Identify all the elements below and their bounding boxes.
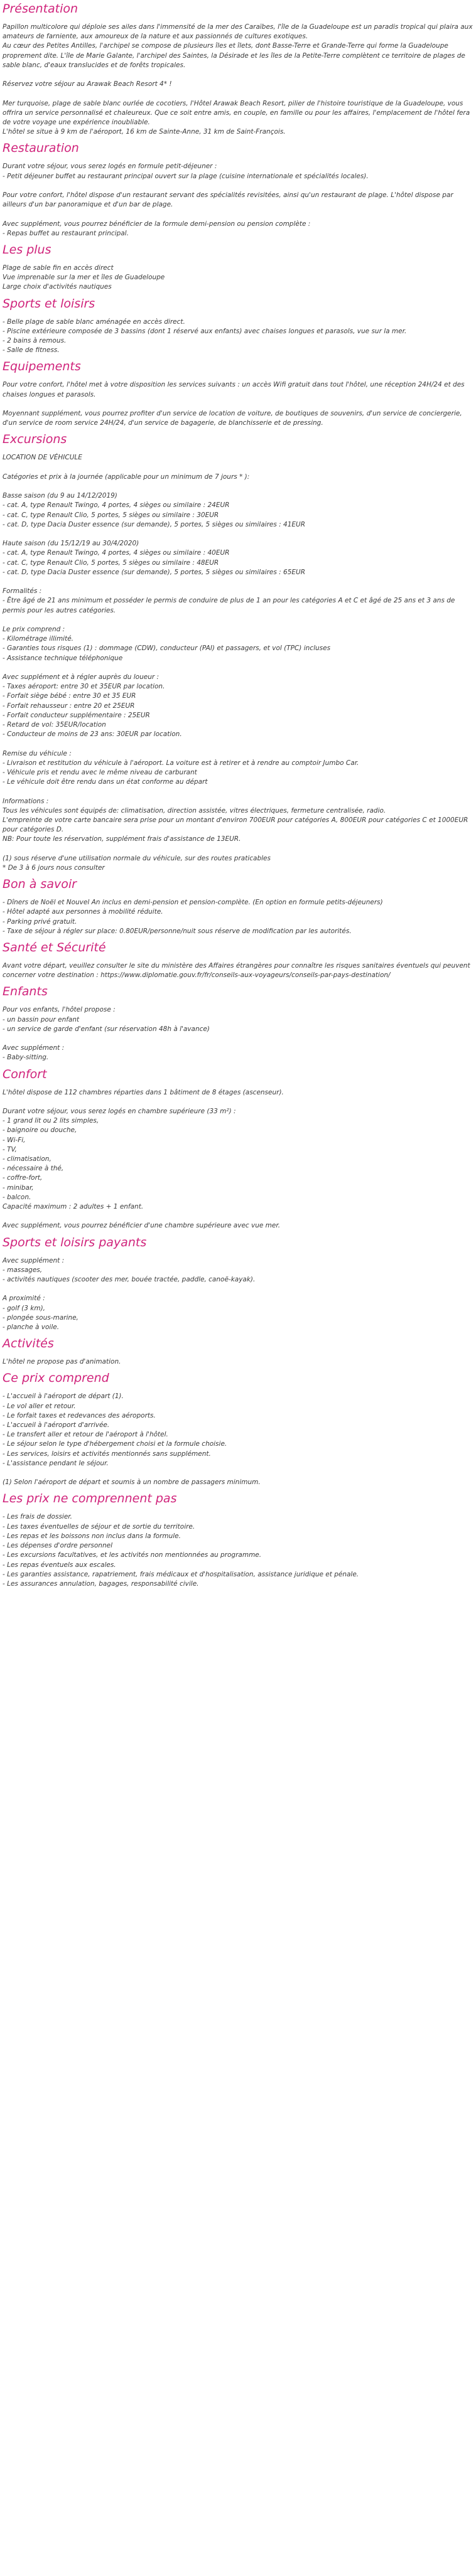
text-line: Tous les véhicules sont équipés de: climatisation, direction assistée, vitres électriques, fermeture centralisée, radio. [3,806,386,815]
text-line: Avec supplément, vous pourrez bénéficier de la formule demi-pension ou pension complète : [3,220,311,228]
text-line: - Taxe de séjour à régler sur place: 0.80EUR/personne/nuit sous réserve de modification par les autorités. [3,927,352,935]
text-line: - Garanties tous risques (1) : dommage (CDW), conducteur (PAI) et passagers, et vol (TPC) incluses [3,644,331,653]
section-title: Excursions [3,432,67,447]
text-line: - cat. C, type Renault Clio, 5 portes, 5 sièges ou similaire : 30EUR [3,511,219,519]
text-line: - Forfait siège bébé : entre 30 et 35 EUR [3,692,136,700]
text-line: - Conducteur de moins de 23 ans: 30EUR par location. [3,730,182,739]
text-line: - Taxes aéroport: entre 30 et 35EUR par location. [3,683,165,691]
text-line: - Wi-Fi, [3,1136,26,1144]
text-line: Au cœur des Petites Antilles, l'archipel se compose de plusieurs îles et îlets, dont Basse-Terre et Grande-Terre qui forme la Guadeloupe proprement dite. L'île de Marie Galante, l'archipel des Saintes, la Désirade et les îles de la Petite-Terre complètent ce territoire de plages de sable blanc, d'eaux translucides et de forêts tropicales. [3,42,465,69]
text-line: - Les frais de dossier. [3,1513,72,1521]
text-line: L'hôtel ne propose pas d'animation. [3,1358,121,1366]
text-line: - Les taxes éventuelles de séjour et de sortie du territoire. [3,1522,195,1531]
text-line: - Véhicule pris et rendu avec le même niveau de carburant [3,769,197,777]
text-line: (1) Selon l'aéroport de départ et soumis à un nombre de passagers minimum. [3,1478,261,1487]
blank-line [3,1285,473,1294]
text-line: L'hôtel dispose de 112 chambres réparties dans 1 bâtiment de 8 étages (ascenseur). [3,1088,284,1096]
section-content [3,453,473,873]
text-line: - 2 bains à remous. [3,337,67,345]
text-line: - Kilométrage illimité. [3,635,74,643]
text-line: Avant votre départ, veuillez consulter le site du ministère des Affaires étrangères pour connaître les risques sanitaires éventuels qui peuvent concerner votre destination : https://www.diplomatie.gouv.fr/fr/conseils-aux-voyageurs/conseils-par-pays-destination/ [3,962,470,980]
section-content [3,1357,473,1367]
section-content [3,380,473,428]
text-line: - Les repas éventuels aux escales. [3,1561,116,1569]
text-line: - plongée sous-marine, [3,1313,78,1322]
section-content [3,1256,473,1333]
text-line: - TV, [3,1145,17,1153]
section-content [3,961,473,980]
section-title: Restauration [3,141,79,156]
text-line: - Dîners de Noël et Nouvel An inclus en demi-pension et pension-complète. (En option en formule petits-déjeuners) [3,899,383,907]
section-restauration [3,141,473,238]
text-line: - Baby-sitting. [3,1054,49,1062]
text-line: LOCATION DE VÉHICULE [3,454,82,462]
text-line: - Parking privé gratuit. [3,917,77,926]
section-enfants [3,984,473,1062]
blank-line [3,482,473,491]
section-title: Les prix ne comprennent pas [3,1492,177,1506]
section-activites [3,1336,473,1367]
blank-line [3,530,473,539]
blank-line [3,616,473,625]
section-sports-et-loisirs-payants [3,1235,473,1333]
text-line: - Les services, loisirs et activités mentionnés sans supplément. [3,1450,211,1458]
section-sante-et-securite [3,940,473,980]
text-line: - cat. A, type Renault Twingo, 4 portes, 4 sièges ou similaire : 40EUR [3,549,230,557]
blank-line [3,845,473,854]
text-line: - planche à voile. [3,1323,60,1332]
text-line: - Les garanties assistance, rapatriement, frais médicaux et d'hospitalisation, assistance juridique et pénale. [3,1570,359,1578]
blank-line [3,1212,473,1221]
section-les-plus [3,242,473,292]
section-content [3,1005,473,1062]
text-line: - Le vol aller et retour. [3,1402,76,1410]
text-line: - Les repas et les boissons non inclus dans la formule. [3,1532,181,1540]
section-presentation [3,1,473,137]
blank-line [3,181,473,191]
text-line: A proximité : [3,1295,45,1303]
section-content [3,1088,473,1231]
text-line: Remise du véhicule : [3,749,72,757]
text-line: Haute saison (du 15/12/19 au 30/4/2020) [3,540,139,548]
text-line: - Le transfert aller et retour de l'aéroport à l'hôtel. [3,1431,168,1439]
text-line: Avec supplément et à régler auprès du loueur : [3,673,160,681]
text-line: Vue imprenable sur la mer et îles de Guadeloupe [3,274,165,282]
blank-line [3,89,473,99]
section-title: Confort [3,1067,47,1081]
section-les-prix-ne-comprennent-pas [3,1491,473,1589]
text-line: - minibar, [3,1184,34,1192]
text-line: Avec supplément : [3,1044,65,1052]
blank-line [3,787,473,796]
section-title: Equipements [3,360,81,374]
text-line: - Les dépenses d'ordre personnel [3,1542,112,1550]
text-line: - Le forfait taxes et redevances des aéroports. [3,1411,156,1419]
section-content [3,1392,473,1487]
text-line: L'hôtel se situe à 9 km de l'aéroport, 16 km de Sainte-Anne, 31 km de Saint-François. [3,128,286,136]
text-line: Mer turquoise, plage de sable blanc ourlée de cocotiers, l'Hôtel Arawak Beach Resort, pilier de l'histoire touristique de la Guadeloupe, vous offrira un service personnalisé et chaleureux. Que ce soit entre amis, en couple, en famille ou pour les affaires, l'emplacement de l'hôtel fera de votre voyage une expérience inoubliable. [3,99,470,126]
text-line: Réservez votre séjour au Arawak Beach Resort 4* ! [3,80,172,88]
text-line: - Assistance technique téléphonique [3,654,123,662]
section-sports-et-loisirs [3,296,473,356]
section-title: Présentation [3,2,78,16]
text-line: - activités nautiques (scooter des mer, bouée tractée, paddle, canoë-kayak). [3,1276,256,1284]
text-line: Durant votre séjour, vous serez logés en chambre supérieure (33 m²) : [3,1108,236,1116]
text-line: L'empreinte de votre carte bancaire sera prise pour un montant d'environ 700EUR pour catégories A, 800EUR pour catégories C et 1000EUR pour catégories D. [3,816,468,834]
blank-line [3,463,473,473]
text-line: Basse saison (du 9 au 14/12/2019) [3,492,117,500]
text-line: Durant votre séjour, vous serez logés en formule petit-déjeuner : [3,163,217,171]
text-line: - Salle de fitness. [3,346,60,355]
section-title: Enfants [3,985,48,999]
text-line: Moyennant supplément, vous pourrez profiter d'un service de location de voiture, de boutiques de souvenirs, d'un service de conciergerie, d'un service de room service 24H/24, d'un service de bagagerie, de blanchisserie et de pressing. [3,410,462,427]
text-line: - Le séjour selon le type d'hébergement choisi et la formule choisie. [3,1440,227,1448]
blank-line [3,1468,473,1478]
text-line: Papillon multicolore qui déploie ses ailes dans l'immensité de la mer des Caraïbes, l'île de la Guadeloupe est un paradis tropical qui plaira aux amateurs de farniente, aux amoureux de la nature et aux passionnés de cultures exotiques. [3,23,473,41]
blank-line [3,210,473,219]
section-excursions [3,432,473,873]
text-line: - cat. D, type Dacia Duster essence (sur demande), 5 portes, 5 sièges ou similaires : 41EUR [3,520,306,528]
text-line: Pour vos enfants, l'hôtel propose : [3,1006,116,1014]
text-line: Large choix d'activités nautiques [3,283,112,291]
section-title: Sports et loisirs [3,296,95,311]
section-content [3,162,473,238]
text-line: - Repas buffet au restaurant principal. [3,229,129,237]
section-title: Bon à savoir [3,877,77,892]
text-line: Capacité maximum : 2 adultes + 1 enfant. [3,1203,144,1211]
blank-line [3,1098,473,1107]
text-line: - L'accueil à l'aéroport de départ (1). [3,1392,124,1401]
text-line: Informations : [3,797,49,805]
text-line: NB: Pour toute les réservation, supplément frais d'assistance de 13EUR. [3,835,241,843]
section-title: Ce prix comprend [3,1371,109,1386]
text-line: - massages, [3,1266,43,1274]
text-line: - cat. C, type Renault Clio, 5 portes, 5 sièges ou similaire : 48EUR [3,558,219,567]
blank-line [3,400,473,409]
text-line: - cat. D, type Dacia Duster essence (sur demande), 5 portes, 5 sièges ou similaires : 65EUR [3,568,306,576]
text-line: - 1 grand lit ou 2 lits simples, [3,1117,99,1125]
text-line: - baignoire ou douche, [3,1126,77,1135]
section-title: Sports et loisirs payants [3,1235,147,1249]
text-line: - golf (3 km), [3,1304,46,1312]
text-line: - Être âgé de 21 ans minimum et posséder le permis de conduire de plus de 1 an pour les catégories A et C et âgé de 25 ans et 3 ans de permis pour les autres catégories. [3,597,455,614]
text-line: - Piscine extérieure composée de 3 bassins (dont 1 réservé aux enfants) avec chaises longues et parasols, vue sur la mer. [3,327,407,335]
section-bon-a-savoir [3,877,473,936]
text-line: Catégories et prix à la journée (applicable pour un minimum de 7 jours * ): [3,473,250,481]
section-equipements [3,359,473,428]
text-line: Le prix comprend : [3,626,65,633]
text-line: - climatisation, [3,1155,51,1163]
section-title: Activités [3,1337,54,1351]
text-line: * De 3 à 6 jours nous consulter [3,864,105,872]
text-line: - Le véhicule doit être rendu dans un état conforme au départ [3,778,208,786]
text-line: (1) sous réserve d'une utilisation normale du véhicule, sur des routes praticables [3,854,271,862]
text-line: - un service de garde d'enfant (sur réservation 48h à l'avance) [3,1025,210,1033]
section-ce-prix-comprend [3,1371,473,1487]
text-line: Avec supplément, vous pourrez bénéficier d'une chambre supérieure avec vue mer. [3,1222,281,1230]
text-line: Pour votre confort, l'hôtel met à votre disposition les services suivants : un accès Wifi gratuit dans tout l'hôtel, une réception 24H/24 et des chaises longues et parasols. [3,381,465,398]
text-line: - Les assurances annulation, bagages, responsabilité civile. [3,1579,199,1588]
text-line: - balcon. [3,1193,31,1201]
blank-line [3,663,473,673]
text-line: Avec supplément : [3,1256,65,1264]
text-line: - coffre-fort, [3,1174,43,1182]
blank-line [3,739,473,749]
blank-line [3,70,473,80]
blank-line [3,577,473,587]
text-line: Formalités : [3,587,42,596]
text-line: Plage de sable fin en accès direct [3,264,114,272]
section-confort [3,1067,473,1231]
section-title: Les plus [3,243,51,257]
text-line: - un bassin pour enfant [3,1015,80,1023]
text-line: - Forfait conducteur supplémentaire : 25EUR [3,711,150,719]
text-line: Pour votre confort, l'hôtel dispose d'un restaurant servant des spécialités revisitées, ainsi qu'un restaurant de plage. L'hôtel dispose par ailleurs d'un bar panoramique et d'un bar de plage. [3,191,453,209]
text-line: - L'accueil à l'aéroport d'arrivée. [3,1421,110,1430]
text-line: - Petit déjeuner buffet au restaurant principal ouvert sur la plage (cuisine internationale et spécialités locales). [3,172,369,180]
section-content [3,1512,473,1589]
text-line: - Livraison et restitution du véhicule à l'aéroport. La voiture est à retirer et à rendre au comptoir Jumbo Car. [3,759,359,767]
section-content [3,898,473,936]
text-line: - Forfait rehausseur : entre 20 et 25EUR [3,702,135,710]
section-content [3,264,473,292]
text-line: - nécessaire à thé, [3,1165,64,1173]
section-content [3,23,473,137]
text-line: - Retard de vol: 35EUR/location [3,721,106,729]
blank-line [3,1034,473,1044]
text-line: - Les excursions facultatives, et les activités non mentionnées au programme. [3,1551,262,1559]
section-title: Santé et Sécurité [3,941,106,955]
text-line: - L'assistance pendant le séjour. [3,1459,109,1467]
text-line: - Hôtel adapté aux personnes à mobilité réduite. [3,908,163,916]
text-line: - cat. A, type Renault Twingo, 4 portes, 4 sièges ou similaire : 24EUR [3,501,230,510]
section-content [3,318,473,356]
text-line: - Belle plage de sable blanc aménagée en accès direct. [3,318,185,326]
